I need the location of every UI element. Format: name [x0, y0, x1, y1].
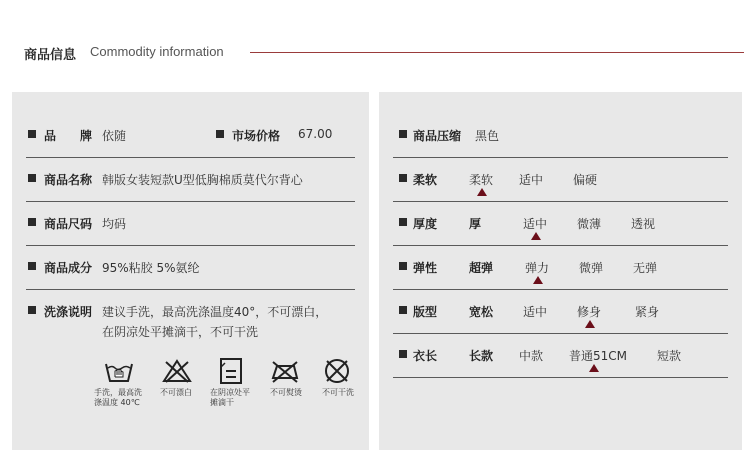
dry-flat-caption-1: 在阴凉处平 — [210, 388, 250, 397]
length-option: 短款 — [657, 349, 682, 363]
thickness-label: 厚度 — [413, 217, 438, 231]
bullet-icon — [216, 130, 224, 138]
section-title-en: Commodity information — [90, 44, 224, 59]
fit-option: 修身 — [577, 305, 602, 319]
no-iron-icon — [270, 358, 300, 384]
material-label: 商品成分 — [44, 261, 93, 275]
color-value: 黑色 — [475, 129, 500, 143]
price-value: 67.00 — [298, 127, 333, 141]
thickness-option: 适中 — [523, 217, 548, 231]
elasticity-option: 弹力 — [525, 261, 550, 275]
selected-marker-icon — [533, 276, 543, 284]
size-value: 均码 — [102, 217, 127, 231]
product-info-panel — [12, 92, 369, 450]
softness-option: 适中 — [519, 173, 544, 187]
attributes-panel — [379, 92, 742, 450]
color-row — [393, 114, 728, 158]
fit-option: 紧身 — [635, 305, 660, 319]
bullet-icon — [399, 218, 407, 226]
color-label: 商品压缩 — [413, 129, 462, 143]
elasticity-option: 超弹 — [469, 261, 494, 275]
name-label: 商品名称 — [44, 173, 93, 187]
length-row — [393, 334, 728, 378]
no-bleach-caption: 不可漂白 — [160, 388, 192, 397]
no-bleach-icon — [162, 358, 192, 384]
bullet-icon — [28, 218, 36, 226]
fit-option: 宽松 — [469, 305, 494, 319]
bullet-icon — [399, 174, 407, 182]
material-row — [26, 246, 355, 290]
softness-label: 柔软 — [413, 173, 438, 187]
elasticity-option: 无弹 — [633, 261, 658, 275]
section-title-cn: 商品信息 — [24, 48, 77, 63]
length-option: 普通51CM — [569, 349, 628, 363]
fit-option: 适中 — [523, 305, 548, 319]
header-divider — [250, 52, 744, 53]
brand-label: 品 牌 — [44, 129, 93, 143]
softness-option: 偏硬 — [573, 173, 598, 187]
row-divider — [393, 377, 728, 378]
hand-wash-caption-2: 涤温度 40℃ — [94, 398, 140, 407]
wash-instructions — [26, 290, 355, 440]
selected-marker-icon — [585, 320, 595, 328]
price-label: 市场价格 — [232, 129, 281, 143]
bullet-icon — [28, 130, 36, 138]
size-row — [26, 202, 355, 246]
elasticity-label: 弹性 — [413, 261, 438, 275]
length-label: 衣长 — [413, 349, 438, 363]
selected-marker-icon — [531, 232, 541, 240]
bullet-icon — [28, 306, 36, 314]
wash-text-line2: 在阴凉处平摊滴干，不可干洗 — [102, 325, 259, 339]
elasticity-option: 微弹 — [579, 261, 604, 275]
bullet-icon — [28, 262, 36, 270]
bullet-icon — [28, 174, 36, 182]
selected-marker-icon — [589, 364, 599, 372]
bullet-icon — [399, 262, 407, 270]
bullet-icon — [399, 130, 407, 138]
material-value: 95%粘胶 5%氨纶 — [102, 261, 200, 275]
softness-option: 柔软 — [469, 173, 494, 187]
selected-marker-icon — [477, 188, 487, 196]
brand-value: 依随 — [102, 129, 127, 143]
length-option: 中款 — [519, 349, 544, 363]
no-dry-clean-caption: 不可干洗 — [322, 388, 354, 397]
elasticity-row — [393, 246, 728, 290]
hand-wash-icon — [104, 358, 134, 384]
dry-flat-shade-icon — [216, 358, 246, 384]
size-label: 商品尺码 — [44, 217, 93, 231]
section-header — [24, 40, 744, 66]
hand-wash-caption-1: 手洗，最高洗 — [94, 388, 142, 397]
name-row — [26, 158, 355, 202]
dry-flat-caption-2: 摊滴干 — [210, 398, 234, 407]
name-value: 韩版女装短款U型低胸棉质莫代尔背心 — [102, 173, 303, 187]
no-iron-caption: 不可熨烫 — [270, 388, 302, 397]
thickness-option: 透视 — [631, 217, 656, 231]
softness-row — [393, 158, 728, 202]
fit-label: 版型 — [413, 305, 438, 319]
wash-text-line1: 建议手洗，最高洗涤温度40°，不可漂白， — [102, 305, 328, 319]
fit-row — [393, 290, 728, 334]
thickness-option: 厚 — [469, 217, 482, 231]
thickness-row — [393, 202, 728, 246]
wash-label: 洗涤说明 — [44, 305, 93, 319]
brand-price-row — [26, 114, 355, 158]
bullet-icon — [399, 306, 407, 314]
no-dry-clean-icon — [322, 358, 352, 384]
thickness-option: 微薄 — [577, 217, 602, 231]
length-option: 长款 — [469, 349, 494, 363]
bullet-icon — [399, 350, 407, 358]
